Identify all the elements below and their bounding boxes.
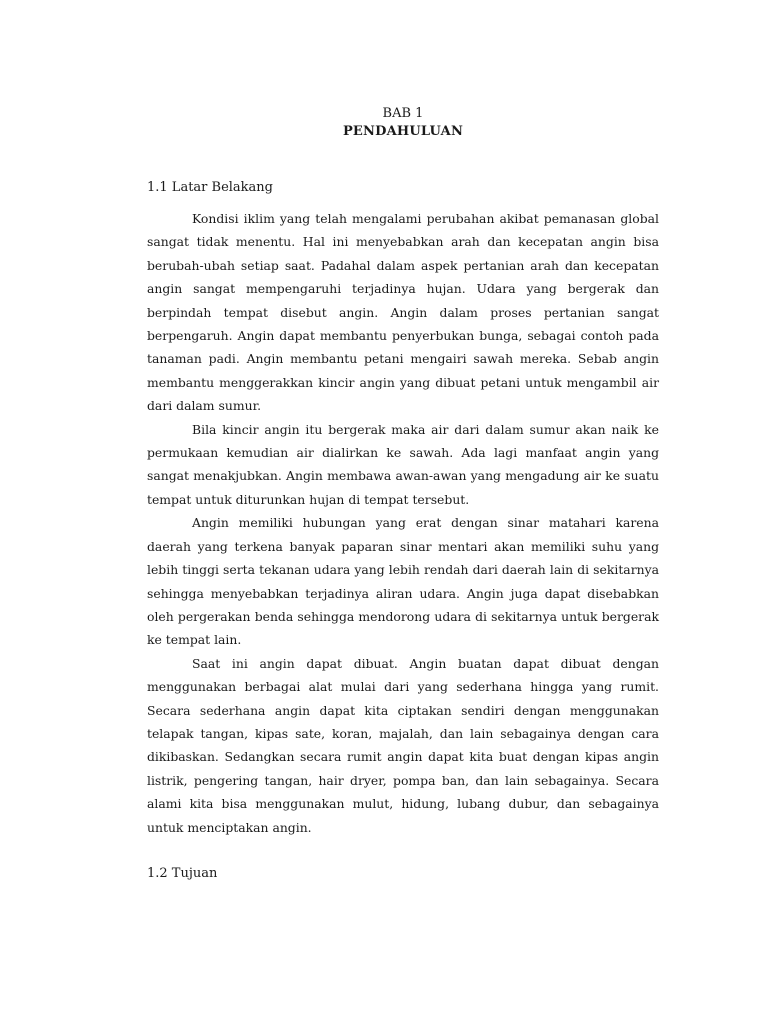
chapter-title: PENDAHULUAN — [342, 124, 464, 139]
chapter-label: BAB 1 — [382, 106, 424, 121]
section-heading-latar-belakang: 1.1 Latar Belakang — [147, 180, 273, 195]
paragraph: Kondisi iklim yang telah mengalami perubahan akibat pemanasan global sangat tidak menentu. Hal ini menyebabkan arah dan kecepatan angin bisa berubah-ubah setiap saat. Padahal dalam aspek pertanian arah dan kecepatan angin sangat mempengaruhi terjadinya hujan. Udara yang bergerak dan berpindah tempat disebut angin. Angin dalam proses pertanian sangat berpengaruh. Angin dapat membantu penyerbukan bunga, sebagai contoh pada tanaman padi. Angin membantu petani mengairi sawah mereka. Sebab angin membantu menggerakkan kincir angin yang dibuat petani untuk mengambil air dari dalam sumur. — [147, 211, 659, 414]
paragraph: Saat ini angin dapat dibuat. Angin buatan dapat dibuat dengan menggunakan berbagai alat mulai dari yang sederhana hingga yang rumit. Secara sederhana angin dapat kita ciptakan sendiri dengan menggunakan telapak tangan, kipas sate, koran, majalah, dan lain sebagainya dengan cara dikibaskan. Sedangkan secara rumit angin dapat kita buat dengan kipas angin listrik, pengering tangan, hair dryer, pompa ban, dan lain sebagainya. Secara alami kita bisa menggunakan mulut, hidung, lubang dubur, dan sebagainya untuk menciptakan angin. — [147, 655, 659, 835]
section-body-latar-belakang — [147, 207, 659, 839]
paragraph: Bila kincir angin itu bergerak maka air dari dalam sumur akan naik ke permukaan kemudian air dialirkan ke sawah. Ada lagi manfaat angin yang sangat menakjubkan. Angin membawa awan-awan yang mengadung air ke suatu tempat untuk diturunkan hujan di tempat tersebut. — [147, 421, 659, 507]
paragraph: Angin memiliki hubungan yang erat dengan sinar matahari karena daerah yang terkena banyak paparan sinar mentari akan memiliki suhu yang lebih tinggi serta tekanan udara yang lebih rendah dari daerah lain di sekitarnya sehingga menyebabkan terjadinya aliran udara. Angin juga dapat disebabkan oleh pergerakan benda sehingga mendorong udara di sekitarnya untuk bergerak ke tempat lain. — [147, 515, 659, 648]
section-heading-tujuan: 1.2 Tujuan — [147, 866, 218, 881]
document-page — [147, 0, 659, 1024]
